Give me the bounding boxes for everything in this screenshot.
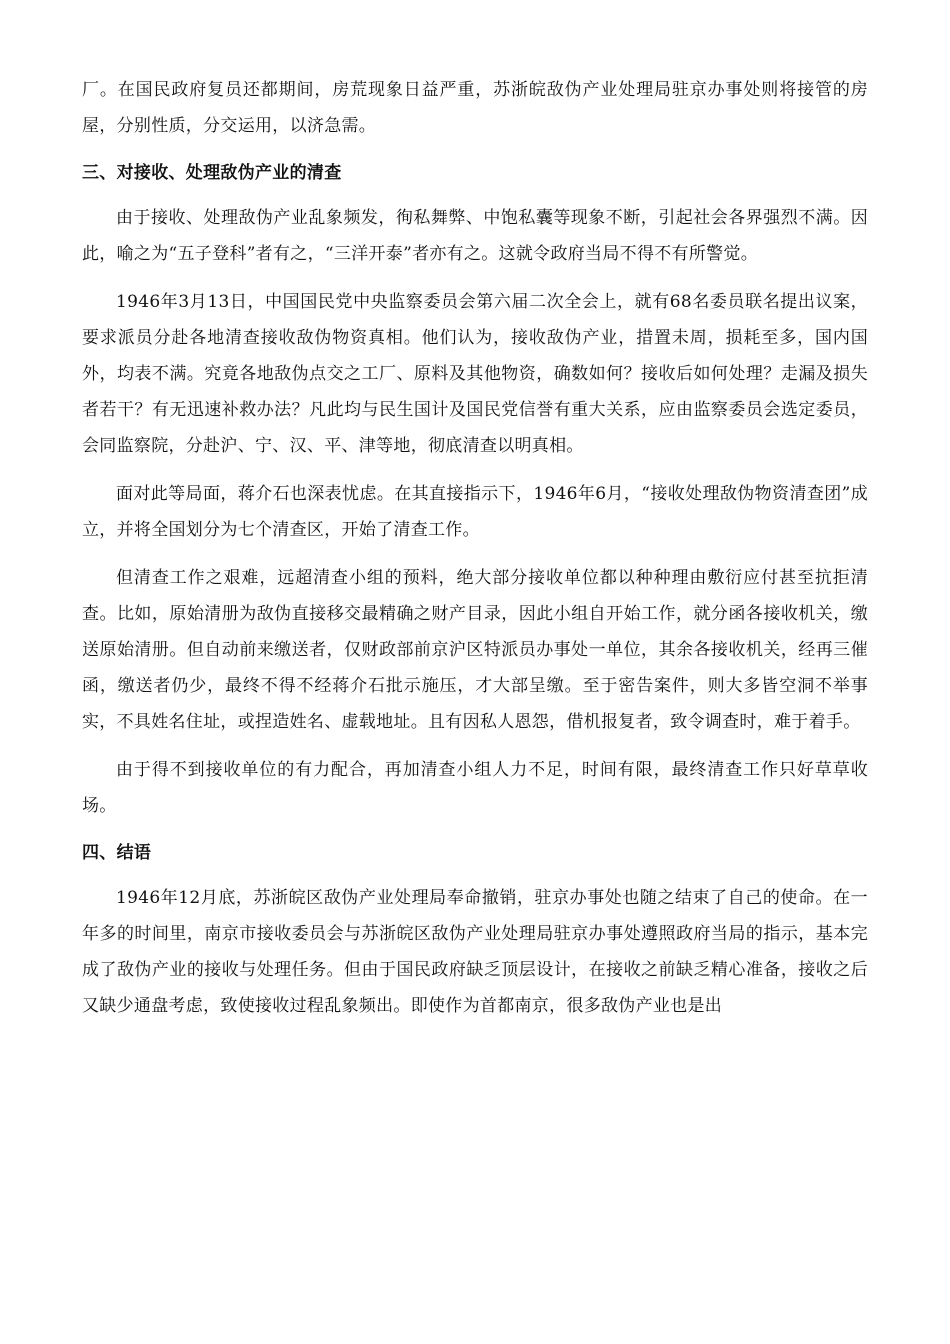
paragraph-inspection-difficulty: 但清查工作之艰难，远超清查小组的预料，绝大部分接收单位都以种种理由敷衍应付甚至抗拒清查。比如，原始清册为敌伪直接移交最精确之财产目录，因此小组自开始工作，就分函各接收机关，缴送原始清册。但自动前来缴送者，仅财政部前京沪区特派员办事处一单位，其余各接收机关，经再三催函，缴送者仍少，最终不得不经蒋介石批示施压，才大部呈缴。至于密告案件，则大多皆空洞不举事实，不具姓名住址，或捏造姓名、虚载地址。且有因私人恩怨，借机报复者，致令调查时，难于着手。 <box>82 568 868 732</box>
paragraph-conclusion: 1946年12月底，苏浙皖区敌伪产业处理局奉命撤销，驻京办事处也随之结束了自己的使命。在一年多的时间里，南京市接收委员会与苏浙皖区敌伪产业处理局驻京办事处遵照政府当局的指示，基本完成了敌伪产业的接收与处理任务。但由于国民政府缺乏顶层设计，在接收之前缺乏精心准备，接收之后又缺少通盘考虑，致使接收过程乱象频出。即使作为首都南京，很多敌伪产业也是出 <box>82 888 868 1016</box>
paragraph-continuation: 厂。在国民政府复员还都期间，房荒现象日益严重，苏浙皖敌伪产业处理局驻京办事处则将接管的房屋，分别性质，分交运用，以济急需。 <box>82 80 868 136</box>
paragraph-chaos: 由于接收、处理敌伪产业乱象频发，徇私舞弊、中饱私囊等现象不断，引起社会各界强烈不满。因此，喻之为“五子登科”者有之，“三洋开泰”者亦有之。这就令政府当局不得不有所警觉。 <box>82 208 868 264</box>
paragraph-inspection-end: 由于得不到接收单位的有力配合，再加清查小组人力不足，时间有限，最终清查工作只好草草收场。 <box>82 760 868 816</box>
paragraph-chiang-response: 面对此等局面，蒋介石也深表忧虑。在其直接指示下，1946年6月，“接收处理敌伪物资清查团”成立，并将全国划分为七个清查区，开始了清查工作。 <box>82 484 868 540</box>
document-page <box>82 72 868 1024</box>
section-heading-conclusion: 四、结语 <box>82 843 152 863</box>
paragraph-1946-proposal: 1946年3月13日，中国国民党中央监察委员会第六届二次全会上，就有68名委员联名提出议案，要求派员分赴各地清查接收敌伪物资真相。他们认为，接收敌伪产业，措置未周，损耗至多，国内国外，均表不满。究竟各地敌伪点交之工厂、原料及其他物资，确数如何？接收后如何处理？走漏及损失者若干？有无迅速补救办法？凡此均与民生国计及国民党信誉有重大关系，应由监察委员会选定委员，会同监察院，分赴沪、宁、汉、平、津等地，彻底清查以明真相。 <box>82 292 868 456</box>
section-heading-inspection: 三、对接收、处理敌伪产业的清查 <box>82 163 342 183</box>
